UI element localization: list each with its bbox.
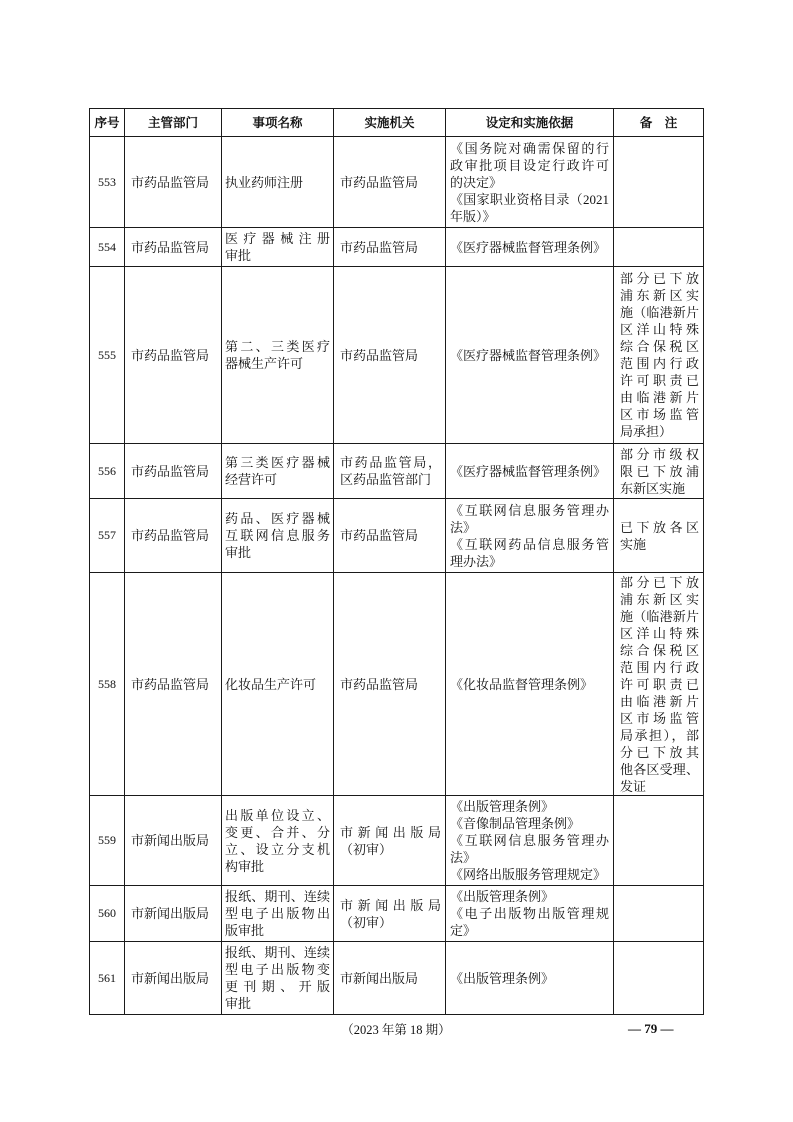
legal-basis-cell: [446, 267, 614, 444]
text-line: 范围内行政: [620, 356, 699, 371]
department-cell: [125, 137, 222, 228]
footer-issue: （2023 年第 18 期）: [341, 1023, 451, 1037]
serial-number-cell: 557: [90, 499, 125, 573]
implementing-agency-cell: [334, 886, 446, 942]
text-line: 浦东新区实: [620, 288, 699, 303]
approval-items-table: [89, 108, 704, 1015]
department-cell: [125, 499, 222, 573]
text-line: 《医疗器械监督管理条例》: [450, 239, 607, 255]
text-line: 审批: [225, 996, 252, 1011]
text-line: 部分已下放: [620, 574, 699, 590]
text-line: 部分已下放: [620, 271, 699, 286]
text-line: 区洋山特殊: [620, 322, 699, 337]
text-line: 《互联网信息服务管理办: [450, 833, 609, 848]
department-cell: [125, 573, 222, 796]
serial-number-cell: 558: [90, 573, 125, 796]
text-line: 《化妆品监督管理条例》: [450, 676, 594, 692]
legal-basis-cell: [446, 573, 614, 796]
remarks-cell: [614, 499, 704, 573]
text-line: 施（临港新片: [620, 608, 699, 624]
text-line: 部分市级权: [620, 446, 699, 462]
text-line: 《医疗器械监督管理条例》: [450, 347, 607, 363]
text-line: 《国家职业资格目录（2021: [450, 191, 609, 207]
text-line: 药品、医疗器械: [225, 511, 330, 526]
remarks-cell: [614, 886, 704, 942]
text-line: 审批: [225, 248, 252, 263]
serial-number-cell: 554: [90, 228, 125, 267]
text-line: 化妆品生产许可: [225, 676, 317, 692]
implementing-agency-cell: [334, 499, 446, 573]
text-line: 浦东新区实: [620, 591, 699, 607]
department-cell: [125, 942, 222, 1015]
implementing-agency-cell: [334, 444, 446, 499]
remarks-cell: [614, 444, 704, 499]
text-line: 市药品监管局，: [340, 455, 441, 470]
item-name-cell: [222, 267, 334, 444]
text-line: 《国务院对确需保留的行: [450, 140, 609, 156]
item-name-cell: [222, 137, 334, 228]
text-line: 市药品监管局: [131, 174, 210, 190]
header-remarks: 备 注: [614, 109, 704, 137]
text-line: 由临港新片: [620, 693, 699, 709]
text-line: 已下放各区: [620, 519, 699, 535]
text-line: （初审）: [340, 841, 393, 857]
text-line: 器械生产许可: [225, 356, 304, 371]
text-line: 综合保税区: [620, 339, 699, 354]
text-line: 施（临港新片: [620, 305, 699, 320]
text-line: 发证: [620, 778, 647, 794]
text-line: 《互联网信息服务管理办: [450, 502, 609, 518]
text-line: 《音像制品管理条例》: [450, 816, 581, 831]
department-cell: [125, 228, 222, 267]
item-name-cell: [222, 573, 334, 796]
item-name-cell: [222, 228, 334, 267]
department-cell: [125, 796, 222, 886]
remarks-cell: [614, 573, 704, 796]
legal-basis-cell: [446, 796, 614, 886]
text-line: 立、设立分支机: [225, 841, 330, 857]
text-line: 限已下放浦: [620, 463, 699, 479]
text-line: 市新闻出版局: [340, 970, 419, 986]
text-line: 区市场监管: [620, 407, 699, 422]
legal-basis-cell: [446, 137, 614, 228]
text-line: 范围内行政: [620, 659, 699, 675]
text-line: 审批: [225, 545, 252, 560]
text-line: 市药品监管局: [340, 347, 419, 363]
text-line: 更刊期、开版: [225, 979, 330, 994]
department-cell: [125, 267, 222, 444]
header-item-name: 事项名称: [222, 109, 334, 137]
text-line: 市新闻出版局: [131, 970, 210, 986]
header-legal-basis: 设定和实施依据: [446, 109, 614, 137]
text-line: 分已下放其: [620, 744, 699, 760]
header-department: 主管部门: [125, 109, 222, 137]
text-line: 市药品监管局: [131, 347, 210, 363]
serial-number-cell: 553: [90, 137, 125, 228]
text-line: 市药品监管局: [340, 528, 419, 543]
page-number: — 79 —: [628, 1021, 674, 1036]
serial-number-cell: 556: [90, 444, 125, 499]
header-serial-number: 序号: [90, 109, 125, 137]
item-name-cell: [222, 796, 334, 886]
table-row: [90, 796, 704, 886]
text-line: 政审批项目设定行政许可: [450, 157, 609, 173]
item-name-cell: [222, 444, 334, 499]
table-row: [90, 942, 704, 1015]
text-line: 《互联网药品信息服务管: [450, 536, 609, 552]
text-line: 版审批: [225, 923, 265, 938]
department-cell: [125, 444, 222, 499]
text-line: 市新闻出版局: [131, 906, 210, 921]
text-line: 区市场监管: [620, 710, 699, 726]
text-line: 经营许可: [225, 472, 278, 487]
text-line: 《出版管理条例》: [450, 889, 555, 904]
table-row: [90, 444, 704, 499]
text-line: 市药品监管局: [340, 676, 419, 692]
text-line: 第二、三类医疗: [225, 339, 330, 354]
text-line: 互联网信息服务: [225, 528, 330, 543]
serial-number-cell: 555: [90, 267, 125, 444]
serial-number-cell: 561: [90, 942, 125, 1015]
text-line: 变更、合并、分: [225, 824, 330, 840]
text-line: 理办法》: [450, 553, 503, 569]
remarks-cell: [614, 796, 704, 886]
table-row: [90, 267, 704, 444]
text-line: 构审批: [225, 858, 265, 874]
implementing-agency-cell: [334, 796, 446, 886]
text-line: 《出版管理条例》: [450, 799, 555, 814]
table-header: [90, 109, 704, 137]
text-line: （初审）: [340, 914, 393, 930]
text-line: 年版）》: [450, 208, 496, 224]
table-row: [90, 137, 704, 228]
table-row: [90, 573, 704, 796]
text-line: 区药品监管部门: [340, 472, 432, 487]
text-line: 综合保税区: [620, 642, 699, 658]
text-line: 法》: [450, 850, 477, 865]
text-line: 市药品监管局: [340, 174, 419, 190]
table-header-row: [90, 109, 704, 137]
table-row: [90, 228, 704, 267]
text-line: 市新闻出版局: [340, 824, 441, 840]
text-line: 医疗器械注册: [225, 231, 330, 246]
text-line: 市新闻出版局: [340, 897, 441, 913]
table-body: [90, 137, 704, 1015]
text-line: 许可职责已: [620, 676, 699, 692]
serial-number-cell: 560: [90, 886, 125, 942]
remarks-cell: [614, 267, 704, 444]
legal-basis-cell: [446, 886, 614, 942]
remarks-cell: [614, 228, 704, 267]
implementing-agency-cell: [334, 267, 446, 444]
text-line: 型电子出版物变: [225, 962, 330, 977]
text-line: 型电子出版物出: [225, 906, 330, 921]
text-line: 市药品监管局: [340, 239, 419, 255]
text-line: 第三类医疗器械: [225, 455, 330, 470]
remarks-cell: [614, 137, 704, 228]
text-line: 市药品监管局: [131, 239, 210, 255]
header-implementing-agency: 实施机关: [334, 109, 446, 137]
item-name-cell: [222, 942, 334, 1015]
text-line: 实施: [620, 536, 647, 552]
remarks-cell: [614, 942, 704, 1015]
department-cell: [125, 886, 222, 942]
text-line: 局承担）: [620, 424, 673, 439]
legal-basis-cell: [446, 499, 614, 573]
text-line: 区洋山特殊: [620, 625, 699, 641]
text-line: 许可职责已: [620, 373, 699, 388]
text-line: 由临港新片: [620, 390, 699, 405]
table-row: [90, 886, 704, 942]
text-line: 法》: [450, 519, 477, 535]
text-line: 市药品监管局: [131, 528, 210, 543]
implementing-agency-cell: [334, 573, 446, 796]
legal-basis-cell: [446, 228, 614, 267]
text-line: 定》: [450, 923, 477, 938]
text-line: 执业药师注册: [225, 174, 304, 190]
implementing-agency-cell: [334, 942, 446, 1015]
text-line: 市药品监管局: [131, 676, 210, 692]
text-line: 局承担），部: [620, 727, 699, 743]
legal-basis-cell: [446, 942, 614, 1015]
implementing-agency-cell: [334, 228, 446, 267]
text-line: 他各区受理、: [620, 761, 699, 777]
text-line: 《出版管理条例》: [450, 970, 555, 986]
text-line: 《网络出版服务管理规定》: [450, 867, 607, 882]
implementing-agency-cell: [334, 137, 446, 228]
text-line: 市新闻出版局: [131, 833, 210, 848]
serial-number-cell: 559: [90, 796, 125, 886]
text-line: 东新区实施: [620, 480, 686, 496]
text-line: 市药品监管局: [131, 463, 210, 479]
text-line: 《医疗器械监督管理条例》: [450, 463, 607, 479]
text-line: 的决定》: [450, 174, 503, 190]
text-line: 报纸、期刊、连续: [225, 889, 330, 904]
text-line: 报纸、期刊、连续: [225, 945, 330, 960]
item-name-cell: [222, 886, 334, 942]
item-name-cell: [222, 499, 334, 573]
legal-basis-cell: [446, 444, 614, 499]
text-line: 出版单位设立、: [225, 807, 330, 823]
table-row: [90, 499, 704, 573]
text-line: 《电子出版物出版管理规: [450, 906, 609, 921]
